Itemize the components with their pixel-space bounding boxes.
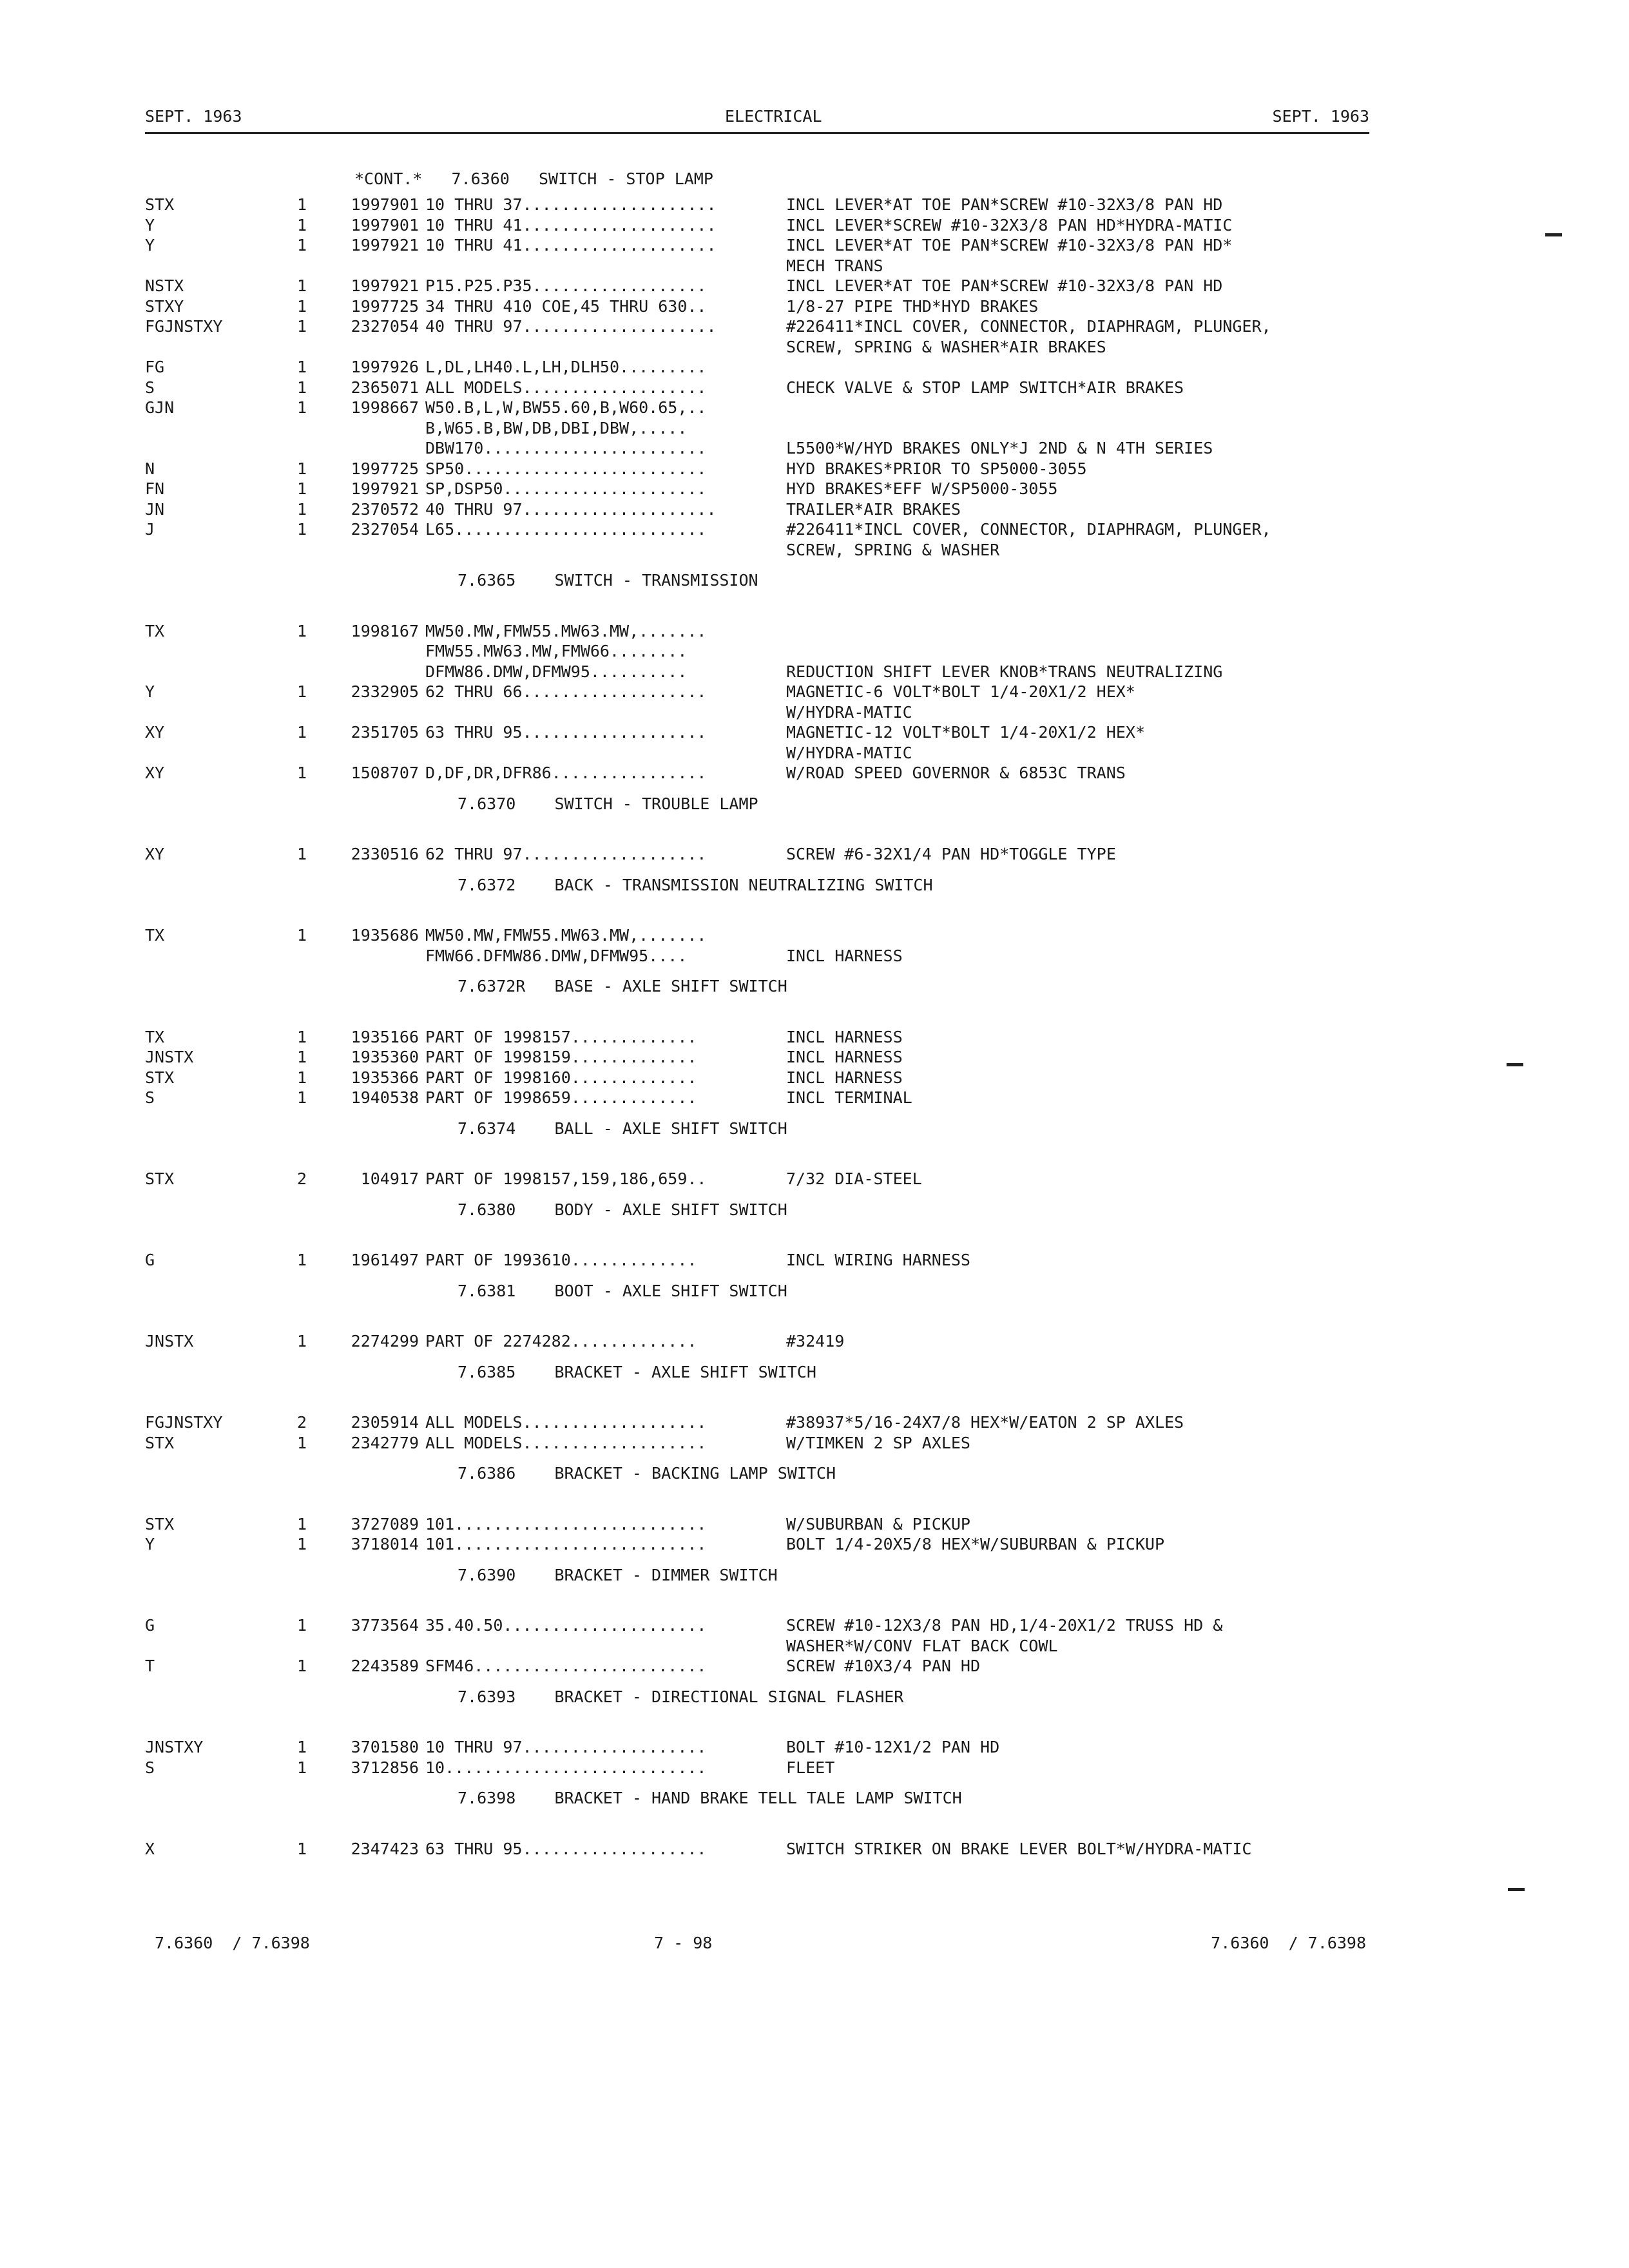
quantity: 1 <box>296 926 307 945</box>
part-number: 2274299 <box>351 1332 419 1350</box>
model-code: S <box>145 1758 155 1777</box>
part-number: 1997725 <box>351 459 419 478</box>
application: ALL MODELS................... <box>425 378 707 397</box>
indent <box>145 540 425 561</box>
quantity: 2 <box>296 1169 307 1188</box>
model-code: Y <box>145 1535 155 1553</box>
model-code: Y <box>145 215 155 235</box>
description: SCREW #10-12X3/8 PAN HD,1/4-20X1/2 TRUSS HD & <box>786 1616 1223 1635</box>
application: 101.......................... <box>425 1535 707 1553</box>
quantity: 1 <box>296 1433 307 1452</box>
part-number: 3727089 <box>351 1514 419 1533</box>
section-title: 7.6390 BRACKET - DIMMER SWITCH <box>458 1565 778 1584</box>
application: W50.B,L,W,BW55.60,B,W60.65,.. <box>425 398 707 417</box>
description: BOLT #10-12X1/2 PAN HD <box>786 1738 1000 1756</box>
application: SP50......................... <box>425 459 707 478</box>
description: INCL HARNESS <box>786 1027 903 1046</box>
indent <box>145 946 425 966</box>
part-number: 2327054 <box>351 520 419 539</box>
section-spacer <box>145 1311 1408 1332</box>
quantity: 1 <box>296 1839 307 1858</box>
part-row <box>145 1433 1408 1454</box>
section-spacer <box>145 1595 1408 1616</box>
part-row <box>145 1758 1408 1778</box>
application: PART OF 1998160............. <box>425 1068 697 1087</box>
indent <box>145 743 425 764</box>
description: #38937*5/16-24X7/8 HEX*W/EATON 2 SP AXLES <box>786 1413 1184 1432</box>
description-continuation <box>145 743 1408 764</box>
part-number: 2370572 <box>351 499 419 519</box>
part-row <box>145 1027 1408 1048</box>
description: INCL LEVER*AT TOE PAN*SCREW #10-32X3/8 PAN HD <box>786 276 1223 295</box>
section-title: 7.6374 BALL - AXLE SHIFT SWITCH <box>458 1119 787 1138</box>
quantity: 1 <box>296 317 307 336</box>
part-row <box>145 1737 1408 1758</box>
model-code: TX <box>145 1027 165 1046</box>
part-number: 1935166 <box>351 1027 419 1046</box>
description: FLEET <box>786 1758 835 1777</box>
application: L65.......................... <box>425 520 707 539</box>
description: W/ROAD SPEED GOVERNOR & 6853C TRANS <box>786 764 1126 782</box>
quantity: 1 <box>296 1514 307 1533</box>
model-code: JNSTXY <box>145 1738 204 1756</box>
part-row <box>145 925 1408 946</box>
part-number: 1997901 <box>351 215 419 235</box>
part-number: 3701580 <box>351 1738 419 1756</box>
section-title: 7.6385 BRACKET - AXLE SHIFT SWITCH <box>458 1362 816 1381</box>
part-number: 2332905 <box>351 682 419 701</box>
description-continuation <box>145 702 1408 723</box>
part-row <box>145 316 1408 337</box>
footer-range-left: 7.6360 / 7.6398 <box>155 1934 310 1952</box>
application: P15.P25.P35.................. <box>425 276 707 295</box>
part-row <box>145 195 1408 215</box>
description: WASHER*W/CONV FLAT BACK COWL <box>786 1636 1058 1655</box>
application: SFM46........................ <box>425 1657 707 1675</box>
application: ALL MODELS................... <box>425 1413 707 1432</box>
footer-range-right: 7.6360 / 7.6398 <box>1211 1934 1366 1952</box>
description: BOLT 1/4-20X5/8 HEX*W/SUBURBAN & PICKUP <box>786 1535 1164 1553</box>
indent <box>425 540 786 561</box>
application: FMW66.DFMW86.DMW,DFMW95.... <box>425 946 688 965</box>
application: PART OF 1998159............. <box>425 1048 697 1066</box>
description: #226411*INCL COVER, CONNECTOR, DIAPHRAGM, PLUNGER, <box>786 520 1271 539</box>
quantity: 1 <box>296 723 307 742</box>
description: SCREW #10X3/4 PAN HD <box>786 1657 981 1675</box>
quantity: 1 <box>296 499 307 519</box>
part-row <box>145 398 1408 418</box>
quantity: 1 <box>296 1738 307 1756</box>
margin-mark <box>1507 1063 1523 1066</box>
part-row <box>145 621 1408 642</box>
description: INCL LEVER*SCREW #10-32X3/8 PAN HD*HYDRA-MATIC <box>786 215 1233 235</box>
description: SCREW, SPRING & WASHER*AIR BRAKES <box>786 337 1106 356</box>
description: INCL HARNESS <box>786 1068 903 1087</box>
part-row <box>145 722 1408 743</box>
description: HYD BRAKES*EFF W/SP5000-3055 <box>786 479 1058 498</box>
model-code: STXY <box>145 296 184 316</box>
section-spacer <box>145 1230 1408 1251</box>
part-number: 1998167 <box>351 621 419 640</box>
quantity: 1 <box>296 1657 307 1675</box>
header-date-left: SEPT. 1963 <box>145 107 242 126</box>
model-code: STX <box>145 1433 175 1452</box>
model-code: N <box>145 459 155 478</box>
model-code: XY <box>145 764 165 782</box>
page-number: 7 - 98 <box>654 1934 713 1952</box>
part-row <box>145 1331 1408 1352</box>
description: SCREW #6-32X1/4 PAN HD*TOGGLE TYPE <box>786 845 1116 863</box>
part-row <box>145 1412 1408 1433</box>
parts-list <box>145 169 1408 1859</box>
part-row <box>145 682 1408 702</box>
application: DBW170....................... <box>425 439 707 457</box>
model-code: NSTX <box>145 276 184 295</box>
description: CHECK VALVE & STOP LAMP SWITCH*AIR BRAKES <box>786 378 1184 397</box>
application: 63 THRU 95................... <box>425 1839 707 1858</box>
description: W/TIMKEN 2 SP AXLES <box>786 1433 970 1452</box>
quantity: 1 <box>296 1758 307 1777</box>
description-continuation <box>145 540 1408 561</box>
description <box>786 641 1408 662</box>
part-number: 1935686 <box>351 926 419 945</box>
indent <box>425 337 786 358</box>
quantity: 1 <box>296 1251 307 1269</box>
quantity: 1 <box>296 215 307 235</box>
margin-mark <box>1508 1888 1525 1891</box>
application: 10 THRU 97................... <box>425 1738 707 1756</box>
quantity: 2 <box>296 1413 307 1432</box>
model-code: Y <box>145 682 155 701</box>
part-number: 1508707 <box>351 764 419 782</box>
part-number: 1997921 <box>351 236 419 255</box>
model-code: Y <box>145 236 155 255</box>
part-number: 1961497 <box>351 1251 419 1269</box>
section-spacer <box>145 905 1408 926</box>
application: 101.......................... <box>425 1514 707 1533</box>
description <box>786 357 1408 378</box>
model-code: JNSTX <box>145 1048 194 1066</box>
application-continuation <box>145 418 1408 439</box>
model-code: G <box>145 1251 155 1269</box>
description: INCL HARNESS <box>786 1048 903 1066</box>
section-spacer <box>145 824 1408 845</box>
quantity: 1 <box>296 459 307 478</box>
application: 63 THRU 95................... <box>425 723 707 742</box>
application: B,W65.B,BW,DB,DBI,DBW,..... <box>425 418 688 437</box>
model-code: XY <box>145 845 165 863</box>
quantity: 1 <box>296 236 307 255</box>
section-spacer <box>145 601 1408 621</box>
part-row <box>145 215 1408 236</box>
description: 1/8-27 PIPE THD*HYD BRAKES <box>786 296 1039 316</box>
part-number: 1997926 <box>351 358 419 376</box>
indent <box>425 702 786 723</box>
description: #32419 <box>786 1332 845 1350</box>
part-row <box>145 1514 1408 1535</box>
part-row <box>145 459 1408 479</box>
description-continuation <box>145 256 1408 276</box>
quantity: 1 <box>296 1088 307 1107</box>
part-row <box>145 235 1408 256</box>
quantity: 1 <box>296 682 307 701</box>
description: HYD BRAKES*PRIOR TO SP5000-3055 <box>786 459 1087 478</box>
section-spacer <box>145 1149 1408 1169</box>
section-spacer <box>145 1494 1408 1514</box>
description: TRAILER*AIR BRAKES <box>786 499 961 519</box>
application: 40 THRU 97.................... <box>425 317 717 336</box>
section-title: 7.6380 BODY - AXLE SHIFT SWITCH <box>458 1200 787 1219</box>
application: MW50.MW,FMW55.MW63.MW,....... <box>425 926 707 945</box>
description: INCL TERMINAL <box>786 1088 912 1107</box>
part-row <box>145 1088 1408 1108</box>
part-number: 2330516 <box>351 845 419 863</box>
application: 10 THRU 37.................... <box>425 195 717 214</box>
model-code: FGJNSTXY <box>145 1413 223 1432</box>
section-spacer <box>145 1392 1408 1413</box>
quantity: 1 <box>296 479 307 498</box>
model-code: X <box>145 1839 155 1858</box>
model-code: STX <box>145 1068 175 1087</box>
application: 62 THRU 66................... <box>425 682 707 701</box>
description <box>786 398 1408 418</box>
description: #226411*INCL COVER, CONNECTOR, DIAPHRAGM, PLUNGER, <box>786 317 1271 336</box>
indent <box>145 438 425 459</box>
quantity: 1 <box>296 764 307 782</box>
description: INCL HARNESS <box>786 946 903 965</box>
quantity: 1 <box>296 296 307 316</box>
description: MAGNETIC-12 VOLT*BOLT 1/4-20X1/2 HEX* <box>786 723 1145 742</box>
part-row <box>145 1656 1408 1677</box>
part-number: 3718014 <box>351 1535 419 1553</box>
application-continuation <box>145 946 1408 966</box>
indent <box>145 337 425 358</box>
model-code: TX <box>145 926 165 945</box>
part-row <box>145 1839 1408 1860</box>
section-title: 7.6393 BRACKET - DIRECTIONAL SIGNAL FLASHER <box>458 1687 904 1706</box>
part-row <box>145 1534 1408 1555</box>
description: W/HYDRA-MATIC <box>786 702 912 722</box>
part-row <box>145 276 1408 296</box>
model-code: STX <box>145 1169 175 1188</box>
indent <box>425 256 786 276</box>
part-number: 1935360 <box>351 1048 419 1066</box>
indent <box>145 256 425 276</box>
application: PART OF 1993610............. <box>425 1251 697 1269</box>
description <box>786 925 1408 946</box>
part-number: 2305914 <box>351 1413 419 1432</box>
part-number: 1997921 <box>351 276 419 295</box>
application: PART OF 1998157,159,186,659.. <box>425 1169 707 1188</box>
description <box>786 418 1408 439</box>
part-row <box>145 1169 1408 1189</box>
section-spacer <box>145 1006 1408 1027</box>
quantity: 1 <box>296 1048 307 1066</box>
model-code: G <box>145 1616 155 1635</box>
model-code: FGJNSTXY <box>145 317 223 336</box>
description: INCL LEVER*AT TOE PAN*SCREW #10-32X3/8 PAN HD* <box>786 236 1233 255</box>
indent <box>145 418 425 439</box>
indent <box>145 662 425 682</box>
part-row <box>145 479 1408 499</box>
section-title: 7.6372 BACK - TRANSMISSION NEUTRALIZING SWITCH <box>458 875 933 894</box>
part-number: 1997901 <box>351 195 419 214</box>
application: MW50.MW,FMW55.MW63.MW,....... <box>425 621 707 640</box>
application: PART OF 1998659............. <box>425 1088 697 1107</box>
quantity: 1 <box>296 520 307 539</box>
model-code: JN <box>145 499 165 519</box>
part-row <box>145 1068 1408 1088</box>
description: REDUCTION SHIFT LEVER KNOB*TRANS NEUTRALIZING <box>786 662 1223 681</box>
application-continuation <box>145 662 1408 682</box>
description: SCREW, SPRING & WASHER <box>786 540 1000 559</box>
application: FMW55.MW63.MW,FMW66........ <box>425 642 688 660</box>
part-number: 1940538 <box>351 1088 419 1107</box>
description: 7/32 DIA-STEEL <box>786 1169 922 1188</box>
part-row <box>145 499 1408 520</box>
description: MAGNETIC-6 VOLT*BOLT 1/4-20X1/2 HEX* <box>786 682 1135 701</box>
part-row <box>145 1250 1408 1271</box>
indent <box>425 1636 786 1657</box>
part-row <box>145 378 1408 398</box>
application: D,DF,DR,DFR86................ <box>425 764 707 782</box>
description <box>786 621 1408 642</box>
indent <box>425 743 786 764</box>
quantity: 1 <box>296 398 307 417</box>
section-title: 7.6372R BASE - AXLE SHIFT SWITCH <box>458 977 787 995</box>
application: 34 THRU 410 COE,45 THRU 630.. <box>425 296 707 316</box>
section-title: 7.6365 SWITCH - TRANSMISSION <box>458 571 758 590</box>
part-number: 3712856 <box>351 1758 419 1777</box>
part-row <box>145 357 1408 378</box>
part-number: 3773564 <box>351 1616 419 1635</box>
part-number: 1997725 <box>351 296 419 316</box>
model-code: FG <box>145 358 165 376</box>
quantity: 1 <box>296 1535 307 1553</box>
part-number: 2327054 <box>351 317 419 336</box>
model-code: GJN <box>145 398 175 417</box>
application: PART OF 2274282............. <box>425 1332 697 1350</box>
part-number: 2243589 <box>351 1657 419 1675</box>
quantity: 1 <box>296 1332 307 1350</box>
application: 35.40.50..................... <box>425 1616 707 1635</box>
model-code: J <box>145 520 155 539</box>
model-code: S <box>145 378 155 397</box>
application: 62 THRU 97................... <box>425 845 707 863</box>
section-title: *CONT.* 7.6360 SWITCH - STOP LAMP <box>354 169 713 188</box>
application-continuation <box>145 641 1408 662</box>
part-row <box>145 1047 1408 1068</box>
application: DFMW86.DMW,DFMW95.......... <box>425 662 688 681</box>
header-date-right: SEPT. 1963 <box>1272 107 1369 126</box>
part-number: 2365071 <box>351 378 419 397</box>
indent <box>145 641 425 662</box>
application: 10 THRU 41.................... <box>425 215 717 235</box>
model-code: JNSTX <box>145 1332 194 1350</box>
model-code: STX <box>145 1514 175 1533</box>
part-row <box>145 1615 1408 1636</box>
application: 10 THRU 41.................... <box>425 236 717 255</box>
part-number: 2342779 <box>351 1433 419 1452</box>
quantity: 1 <box>296 378 307 397</box>
part-number: 1935366 <box>351 1068 419 1087</box>
page-footer <box>155 1933 1366 1959</box>
quantity: 1 <box>296 358 307 376</box>
model-code: XY <box>145 723 165 742</box>
application: L,DL,LH40.L,LH,DLH50......... <box>425 358 707 376</box>
part-number: 2347423 <box>351 1839 419 1858</box>
description: MECH TRANS <box>786 256 883 275</box>
model-code: STX <box>145 195 175 214</box>
part-number: 2351705 <box>351 723 419 742</box>
quantity: 1 <box>296 1027 307 1046</box>
section-title: 7.6386 BRACKET - BACKING LAMP SWITCH <box>458 1464 836 1483</box>
application: 10........................... <box>425 1758 707 1777</box>
application: ALL MODELS................... <box>425 1433 707 1452</box>
model-code: TX <box>145 621 165 640</box>
description: W/SUBURBAN & PICKUP <box>786 1514 970 1533</box>
description-continuation <box>145 337 1408 358</box>
part-row <box>145 519 1408 540</box>
quantity: 1 <box>296 1068 307 1087</box>
page-header <box>145 106 1369 134</box>
quantity: 1 <box>296 621 307 640</box>
section-spacer <box>145 1818 1408 1839</box>
section-title: 7.6370 SWITCH - TROUBLE LAMP <box>458 794 758 813</box>
quantity: 1 <box>296 276 307 295</box>
section-title: 7.6381 BOOT - AXLE SHIFT SWITCH <box>458 1281 787 1300</box>
model-code: FN <box>145 479 165 498</box>
indent <box>145 702 425 723</box>
header-category: ELECTRICAL <box>725 107 822 126</box>
part-number: 104917 <box>360 1169 419 1188</box>
application: PART OF 1998157............. <box>425 1027 697 1046</box>
description: W/HYDRA-MATIC <box>786 743 912 762</box>
part-row <box>145 763 1408 783</box>
section-title: 7.6398 BRACKET - HAND BRAKE TELL TALE LAMP SWITCH <box>458 1789 962 1807</box>
description: INCL LEVER*AT TOE PAN*SCREW #10-32X3/8 PAN HD <box>786 195 1223 214</box>
margin-mark <box>1545 233 1562 236</box>
description: L5500*W/HYD BRAKES ONLY*J 2ND & N 4TH SERIES <box>786 439 1213 457</box>
quantity: 1 <box>296 1616 307 1635</box>
model-code: S <box>145 1088 155 1107</box>
model-code: T <box>145 1657 155 1675</box>
part-row <box>145 844 1408 865</box>
quantity: 1 <box>296 845 307 863</box>
application-continuation <box>145 438 1408 459</box>
indent <box>145 1636 425 1657</box>
part-number: 1997921 <box>351 479 419 498</box>
description-continuation <box>145 1636 1408 1657</box>
description: SWITCH STRIKER ON BRAKE LEVER BOLT*W/HYDRA-MATIC <box>786 1839 1252 1858</box>
part-row <box>145 296 1408 317</box>
section-spacer <box>145 1717 1408 1738</box>
description: INCL WIRING HARNESS <box>786 1251 970 1269</box>
application: SP,DSP50..................... <box>425 479 707 498</box>
quantity: 1 <box>296 195 307 214</box>
application: 40 THRU 97.................... <box>425 499 717 519</box>
part-number: 1998667 <box>351 398 419 417</box>
